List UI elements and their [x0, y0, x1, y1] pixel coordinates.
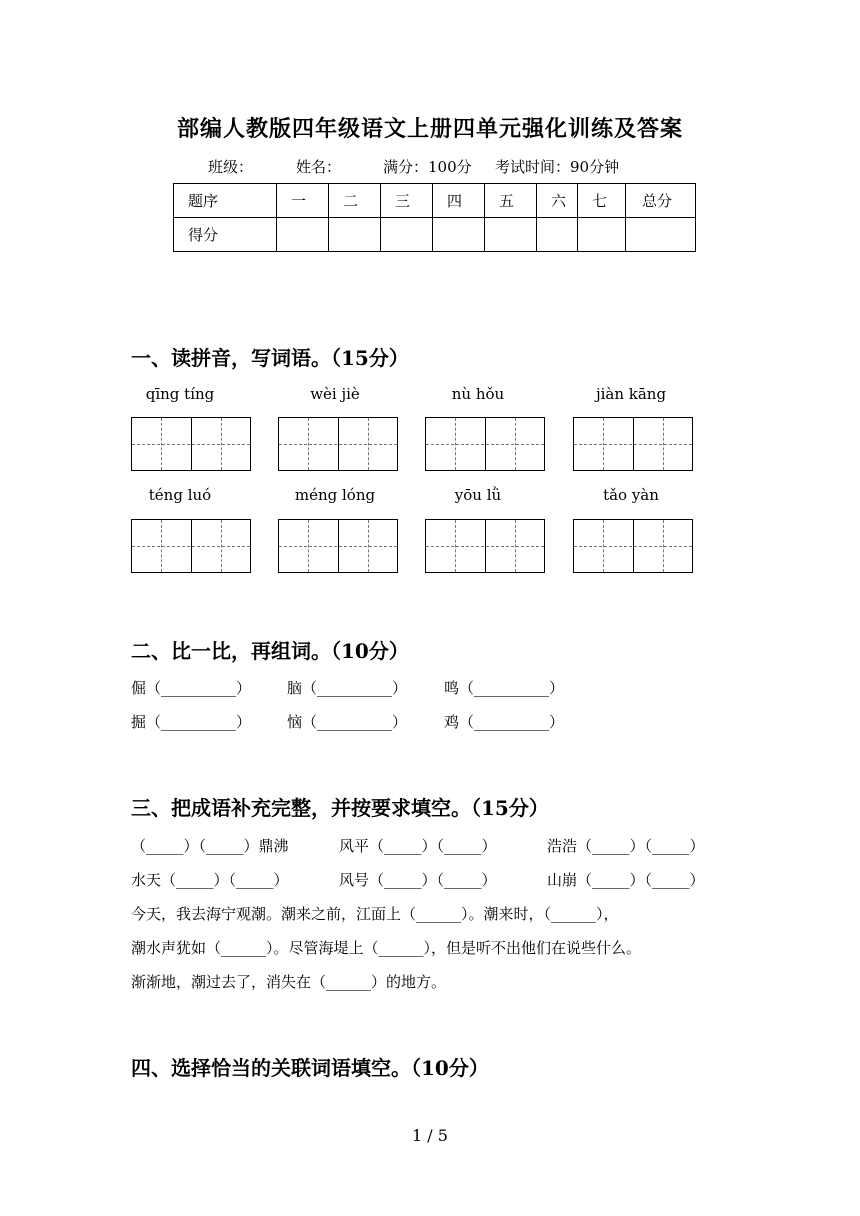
pinyin-label: téng luó [148, 486, 212, 504]
compare-item[interactable]: 鸣（__________） [444, 679, 565, 697]
score-header-cell: 题序 [174, 184, 277, 218]
pinyin-label: jiàn kāng [595, 385, 667, 403]
idiom-item[interactable]: 水天（_____）（_____） [131, 871, 289, 889]
compare-item[interactable]: 倔（__________） [131, 679, 252, 697]
score-table [173, 183, 696, 252]
score-cell[interactable] [578, 218, 626, 252]
score-cell[interactable] [277, 218, 329, 252]
idiom-item[interactable]: （_____）（_____）鼎沸 [131, 837, 289, 855]
score-header-cell: 三 [381, 184, 433, 218]
score-cell[interactable] [381, 218, 433, 252]
writing-grid[interactable] [278, 519, 398, 573]
compare-item[interactable]: 掘（__________） [131, 713, 252, 731]
score-header-cell: 二 [329, 184, 381, 218]
passage-line[interactable]: 今天，我去海宁观潮。潮来之前，江面上（______）。潮来时，（______）， [131, 905, 619, 923]
pinyin-label: qīng tíng [145, 385, 215, 403]
score-table-header-row [174, 184, 696, 218]
writing-grid[interactable] [278, 417, 398, 471]
exam-time: 考试时间：90分钟 [495, 158, 620, 176]
document-title: 部编人教版四年级语文上册四单元强化训练及答案 [176, 116, 683, 142]
idiom-item[interactable]: 山崩（_____）（_____） [547, 871, 705, 889]
compare-item[interactable]: 脑（__________） [287, 679, 408, 697]
writing-grid[interactable] [425, 519, 545, 573]
idiom-item[interactable]: 风号（_____）（_____） [339, 871, 497, 889]
pinyin-label: wèi jiè [310, 385, 360, 403]
page-number: 1 / 5 [412, 1126, 448, 1145]
section-3-heading: 三、把成语补充完整，并按要求填空。（15分） [131, 796, 549, 820]
idiom-item[interactable]: 风平（_____）（_____） [339, 837, 497, 855]
full-score: 满分：100分 [383, 158, 472, 176]
section-4-heading: 四、选择恰当的关联词语填空。（10分） [131, 1056, 489, 1080]
idiom-item[interactable]: 浩浩（_____）（_____） [547, 837, 705, 855]
score-table-score-row [174, 218, 696, 252]
score-header-cell: 六 [537, 184, 578, 218]
score-cell[interactable] [537, 218, 578, 252]
score-cell[interactable] [329, 218, 381, 252]
pinyin-label: méng lóng [294, 486, 376, 504]
passage-line[interactable]: 潮水声犹如（______）。尽管海堤上（______），但是听不出他们在说些什么。 [131, 939, 642, 957]
score-cell[interactable] [626, 218, 696, 252]
score-header-cell: 四 [433, 184, 485, 218]
score-header-cell: 总分 [626, 184, 696, 218]
writing-grid[interactable] [573, 519, 693, 573]
writing-grid[interactable] [573, 417, 693, 471]
score-row-label: 得分 [174, 218, 277, 252]
score-header-cell: 七 [578, 184, 626, 218]
writing-grid[interactable] [131, 519, 251, 573]
score-header-cell: 一 [277, 184, 329, 218]
writing-grid[interactable] [425, 417, 545, 471]
score-cell[interactable] [433, 218, 485, 252]
compare-item[interactable]: 鸡（__________） [444, 713, 565, 731]
section-2-heading: 二、比一比，再组词。（10分） [131, 639, 409, 663]
pinyin-label: tǎo yàn [603, 486, 659, 504]
score-header-cell: 五 [485, 184, 537, 218]
class-label: 班级： [208, 158, 254, 176]
writing-grid[interactable] [131, 417, 251, 471]
pinyin-label: yōu lǜ [454, 486, 502, 504]
score-cell[interactable] [485, 218, 537, 252]
compare-item[interactable]: 恼（__________） [287, 713, 408, 731]
name-label: 姓名： [296, 158, 342, 176]
passage-line[interactable]: 渐渐地，潮过去了，消失在（______）的地方。 [131, 973, 447, 991]
section-1-heading: 一、读拼音，写词语。（15分） [131, 346, 409, 370]
pinyin-label: nù hǒu [451, 385, 505, 403]
